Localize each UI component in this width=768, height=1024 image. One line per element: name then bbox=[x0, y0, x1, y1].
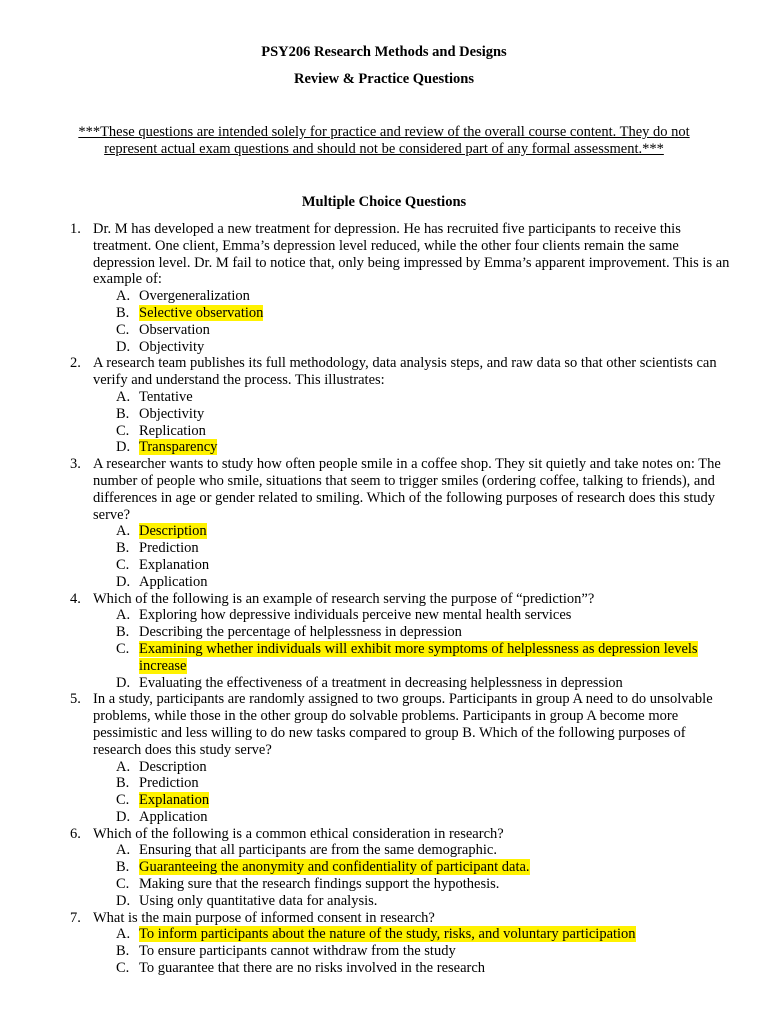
option-letter: B. bbox=[116, 540, 130, 557]
question-item bbox=[70, 221, 730, 288]
option-text: Prediction bbox=[139, 775, 199, 792]
question-number: 7. bbox=[70, 909, 81, 926]
option-letter: D. bbox=[116, 573, 131, 590]
question-item bbox=[70, 591, 730, 608]
option-letter: A. bbox=[116, 758, 131, 775]
answer-option bbox=[116, 305, 730, 322]
question-number: 6. bbox=[70, 825, 81, 842]
option-text: To guarantee that there are no risks involved in the research bbox=[139, 960, 486, 977]
option-letter: B. bbox=[116, 624, 130, 641]
option-letter: D. bbox=[116, 338, 131, 355]
answer-option bbox=[116, 759, 730, 776]
option-letter: A. bbox=[116, 388, 131, 405]
option-letter: A. bbox=[116, 523, 131, 540]
option-text-highlighted bbox=[139, 926, 730, 943]
option-letter: A. bbox=[116, 926, 131, 943]
question-number: 1. bbox=[70, 221, 81, 237]
option-letter: B. bbox=[116, 775, 130, 792]
option-text: Observation bbox=[139, 321, 210, 338]
disclaimer bbox=[40, 124, 728, 158]
answer-highlight: Selective observation bbox=[139, 304, 264, 321]
option-letter: D. bbox=[116, 439, 131, 456]
question-item bbox=[70, 826, 730, 843]
answer-option bbox=[116, 322, 730, 339]
answer-option bbox=[116, 423, 730, 440]
question-number: 3. bbox=[70, 456, 81, 473]
question-item bbox=[70, 456, 730, 523]
option-letter: A. bbox=[116, 842, 131, 859]
answer-option bbox=[116, 557, 730, 574]
option-text: Objectivity bbox=[139, 405, 205, 422]
answer-option bbox=[116, 574, 730, 591]
option-text-highlighted bbox=[139, 439, 730, 456]
question-text: Which of the following is an example of research serving the purpose of “prediction”? bbox=[93, 590, 595, 607]
answer-option bbox=[116, 926, 730, 943]
option-text-highlighted bbox=[139, 305, 730, 322]
answer-option bbox=[116, 624, 730, 641]
option-text: Replication bbox=[139, 422, 206, 439]
answer-option bbox=[116, 389, 730, 406]
answer-option bbox=[116, 809, 730, 826]
answer-option bbox=[116, 288, 730, 305]
option-text: Explanation bbox=[139, 556, 210, 573]
disclaimer-line: ***These questions are intended solely for practice and review of the overall course content. They do not bbox=[78, 124, 690, 140]
answer-option bbox=[116, 792, 730, 809]
answer-option bbox=[116, 960, 730, 977]
question-item bbox=[70, 691, 730, 758]
question-number: 5. bbox=[70, 691, 81, 708]
option-text: Evaluating the effectiveness of a treatment in decreasing helplessness in depression bbox=[139, 674, 623, 691]
option-letter: C. bbox=[116, 792, 130, 809]
answer-highlight: Description bbox=[139, 523, 207, 540]
option-text-highlighted bbox=[139, 523, 730, 540]
option-letter: D. bbox=[116, 892, 131, 909]
answer-option bbox=[116, 675, 730, 692]
option-text-highlighted bbox=[139, 792, 730, 809]
option-letter: C. bbox=[116, 422, 130, 439]
option-letter: C. bbox=[116, 556, 130, 573]
option-letter: C. bbox=[116, 876, 130, 893]
option-text: Description bbox=[139, 758, 207, 775]
answer-highlight: To inform participants about the nature of the study, risks, and voluntary participation bbox=[139, 926, 636, 943]
option-letter: A. bbox=[116, 607, 131, 624]
question-item bbox=[70, 910, 730, 927]
question-text: Which of the following is a common ethical consideration in research? bbox=[93, 825, 504, 842]
option-text-highlighted bbox=[139, 859, 730, 876]
option-letter: B. bbox=[116, 943, 130, 960]
option-letter: B. bbox=[116, 405, 130, 422]
answer-option bbox=[116, 859, 730, 876]
answer-option bbox=[116, 943, 730, 960]
option-text: Using only quantitative data for analysis. bbox=[139, 892, 378, 909]
question-number: 2. bbox=[70, 355, 81, 372]
answer-highlight: Examining whether individuals will exhibit more symptoms of helplessness as depression levels increase bbox=[139, 640, 698, 674]
option-letter: D. bbox=[116, 808, 131, 825]
answer-option bbox=[116, 339, 730, 356]
option-text: Application bbox=[139, 573, 208, 590]
option-letter: C. bbox=[116, 960, 130, 977]
option-letter: A. bbox=[116, 288, 131, 305]
question-number: 4. bbox=[70, 590, 81, 607]
answer-highlight: Guaranteeing the anonymity and confidentiality of participant data. bbox=[139, 859, 530, 876]
option-text: Exploring how depressive individuals perceive new mental health services bbox=[139, 607, 572, 624]
question-text: A research team publishes its full methodology, data analysis steps, and raw data so that other scientists can verify and understand the process. This illustrates: bbox=[93, 355, 717, 389]
option-text: Application bbox=[139, 808, 208, 825]
option-text: Ensuring that all participants are from the same demographic. bbox=[139, 842, 497, 859]
option-letter: C. bbox=[116, 321, 130, 338]
option-text: Objectivity bbox=[139, 338, 205, 355]
question-text: What is the main purpose of informed consent in research? bbox=[93, 909, 435, 926]
question-list bbox=[70, 221, 730, 977]
answer-option bbox=[116, 607, 730, 624]
answer-option bbox=[116, 893, 730, 910]
option-text: Overgeneralization bbox=[139, 288, 250, 305]
option-text: To ensure participants cannot withdraw from the study bbox=[139, 943, 456, 960]
option-text: Prediction bbox=[139, 540, 199, 557]
answer-option bbox=[116, 842, 730, 859]
question-text: A researcher wants to study how often people smile in a coffee shop. They sit quietly and take notes on: The number of people who smile, situations that seem to trigger smiles (ordering coffee, talking to friends), and differences in age or gender related to smiling. Which of the following purposes of research does this study serve? bbox=[93, 456, 721, 523]
question-item bbox=[70, 355, 730, 389]
answer-option bbox=[116, 641, 730, 675]
document-title: PSY206 Research Methods and Designs bbox=[261, 44, 507, 60]
question-text: Dr. M has developed a new treatment for depression. He has recruited five participants to receive this treatment. One client, Emma’s depression level reduced, while the other four clients remain the same depression level. Dr. M fail to notice that, only being impressed by Emma’s apparent improvement. This is an example of: bbox=[93, 221, 730, 288]
answer-option bbox=[116, 540, 730, 557]
option-text: Describing the percentage of helplessness in depression bbox=[139, 624, 462, 641]
option-text: Making sure that the research findings support the hypothesis. bbox=[139, 876, 500, 893]
answer-highlight: Transparency bbox=[139, 439, 218, 456]
disclaimer-line: represent actual exam questions and should not be considered part of any formal assessment.*** bbox=[104, 141, 664, 157]
answer-option bbox=[116, 406, 730, 423]
answer-option bbox=[116, 876, 730, 893]
answer-highlight: Explanation bbox=[139, 792, 210, 809]
answer-option bbox=[116, 439, 730, 456]
answer-option bbox=[116, 523, 730, 540]
section-title: Multiple Choice Questions bbox=[301, 194, 467, 210]
document-subtitle: Review & Practice Questions bbox=[294, 71, 474, 87]
option-letter: B. bbox=[116, 304, 130, 321]
option-letter: B. bbox=[116, 859, 130, 876]
question-text: In a study, participants are randomly assigned to two groups. Participants in group A need to do unsolvable problems, while those in the other group do solvable problems. Participants in group A become more pessimistic and less willing to do new tasks compared to group B. Which of the following purposes of research does this study serve? bbox=[93, 691, 713, 758]
option-letter: D. bbox=[116, 674, 131, 691]
option-text: Tentative bbox=[139, 388, 193, 405]
option-text-highlighted bbox=[139, 641, 730, 675]
answer-option bbox=[116, 775, 730, 792]
option-letter: C. bbox=[116, 640, 130, 657]
